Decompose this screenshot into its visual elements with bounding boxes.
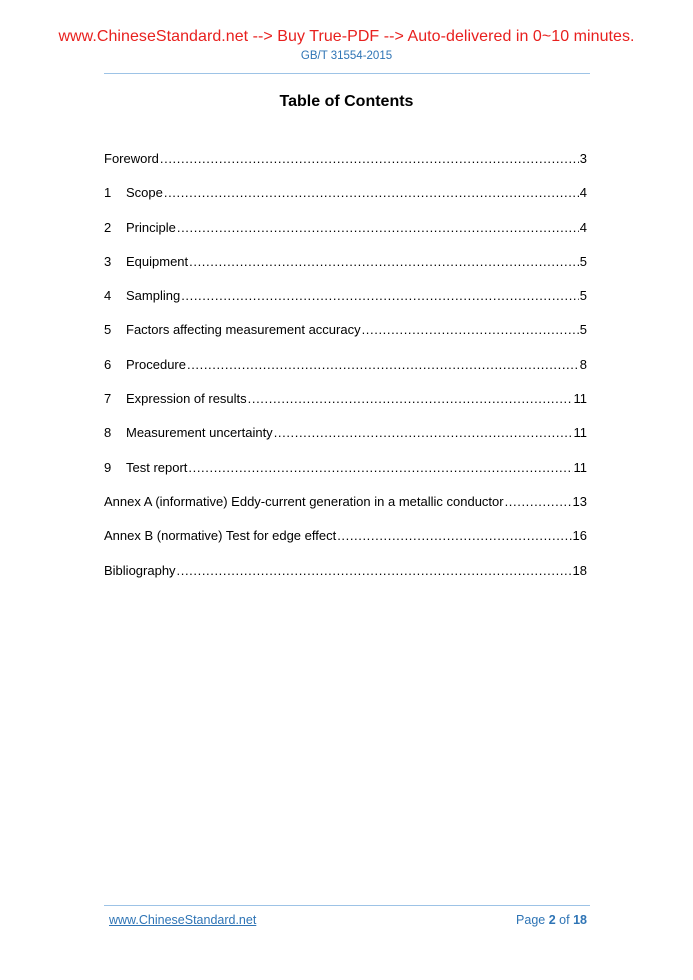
table-of-contents: [104, 149, 587, 595]
toc-entry-label: Measurement uncertainty: [126, 425, 273, 441]
toc-entry-label: Annex A (informative) Eddy-current generation in a metallic conductor: [104, 493, 504, 509]
toc-entry-label: Procedure: [126, 356, 186, 372]
toc-entry-annex-a[interactable]: [104, 492, 587, 526]
toc-dot-leader: [188, 458, 572, 478]
toc-entry-page: 18: [572, 562, 587, 578]
toc-entry-page: 5: [579, 288, 587, 304]
toc-entry-number: 7: [104, 391, 112, 407]
toc-entry-equipment[interactable]: [104, 252, 587, 286]
toc-entry-factors[interactable]: [104, 320, 587, 354]
toc-entry-number: 8: [104, 425, 112, 441]
toc-entry-page: 3: [579, 151, 587, 166]
toc-entry-page: 13: [572, 493, 587, 509]
footer-page-current: 2: [548, 913, 556, 927]
toc-entry-page: 8: [579, 356, 587, 372]
toc-entry-foreword[interactable]: [104, 149, 587, 183]
toc-dot-leader: [160, 149, 579, 169]
toc-dot-leader: [274, 423, 573, 443]
toc-entry-label: Bibliography: [104, 562, 176, 578]
toc-entry-page: 11: [573, 459, 587, 475]
toc-entry-page: 5: [579, 253, 587, 269]
toc-dot-leader: [164, 183, 579, 203]
header-divider: [104, 73, 590, 74]
toc-dot-leader: [181, 286, 579, 306]
toc-entry-label: Foreword: [104, 151, 159, 166]
footer-page-number: [516, 913, 587, 927]
toc-entry-uncertainty[interactable]: [104, 423, 587, 457]
toc-entry-number: 5: [104, 322, 112, 338]
toc-entry-number: 4: [104, 288, 112, 304]
toc-entry-test-report[interactable]: [104, 458, 587, 492]
toc-entry-page: 5: [579, 322, 587, 338]
toc-dot-leader: [248, 389, 573, 409]
page-title: Table of Contents: [279, 93, 414, 110]
toc-entry-principle[interactable]: [104, 218, 587, 252]
footer-divider: [104, 905, 590, 906]
footer-page-word: Page: [516, 913, 546, 927]
toc-entry-label: Equipment: [126, 253, 189, 269]
toc-dot-leader: [362, 320, 579, 340]
header-banner[interactable]: www.ChineseStandard.net --> Buy True-PDF --> Auto-delivered in 0~10 minutes.: [58, 28, 635, 45]
toc-entry-page: 16: [572, 528, 587, 544]
toc-entry-bibliography[interactable]: [104, 561, 587, 595]
footer-website-link[interactable]: www.ChineseStandard.net: [109, 913, 257, 927]
toc-entry-sampling[interactable]: [104, 286, 587, 320]
toc-entry-page: 4: [579, 185, 587, 201]
toc-dot-leader: [187, 355, 579, 375]
toc-entry-label: Expression of results: [126, 391, 247, 407]
toc-entry-number: 3: [104, 253, 112, 269]
toc-entry-label: Annex B (normative) Test for edge effect: [104, 528, 337, 544]
toc-entry-label: Factors affecting measurement accuracy: [126, 322, 361, 338]
footer-page-total: 18: [573, 913, 587, 927]
toc-dot-leader: [177, 561, 572, 581]
toc-entry-procedure[interactable]: [104, 355, 587, 389]
toc-dot-leader: [189, 252, 579, 272]
toc-entry-page: 11: [573, 391, 587, 407]
toc-entry-label: Test report: [126, 459, 188, 475]
toc-dot-leader: [505, 492, 572, 512]
toc-entry-label: Sampling: [126, 288, 181, 304]
toc-entry-number: 2: [104, 219, 112, 235]
toc-entry-number: 1: [104, 185, 112, 201]
document-code: GB/T 31554-2015: [300, 50, 393, 62]
toc-entry-number: 6: [104, 356, 112, 372]
footer-page-of: of: [559, 913, 570, 927]
toc-dot-leader: [177, 218, 579, 238]
toc-entry-annex-b[interactable]: [104, 526, 587, 560]
toc-entry-number: 9: [104, 459, 112, 475]
toc-entry-label: Principle: [126, 219, 176, 235]
toc-entry-page: 4: [579, 219, 587, 235]
toc-entry-results[interactable]: [104, 389, 587, 423]
toc-dot-leader: [337, 526, 571, 546]
toc-entry-label: Scope: [126, 185, 163, 201]
toc-entry-scope[interactable]: [104, 183, 587, 217]
toc-entry-page: 11: [573, 425, 587, 441]
